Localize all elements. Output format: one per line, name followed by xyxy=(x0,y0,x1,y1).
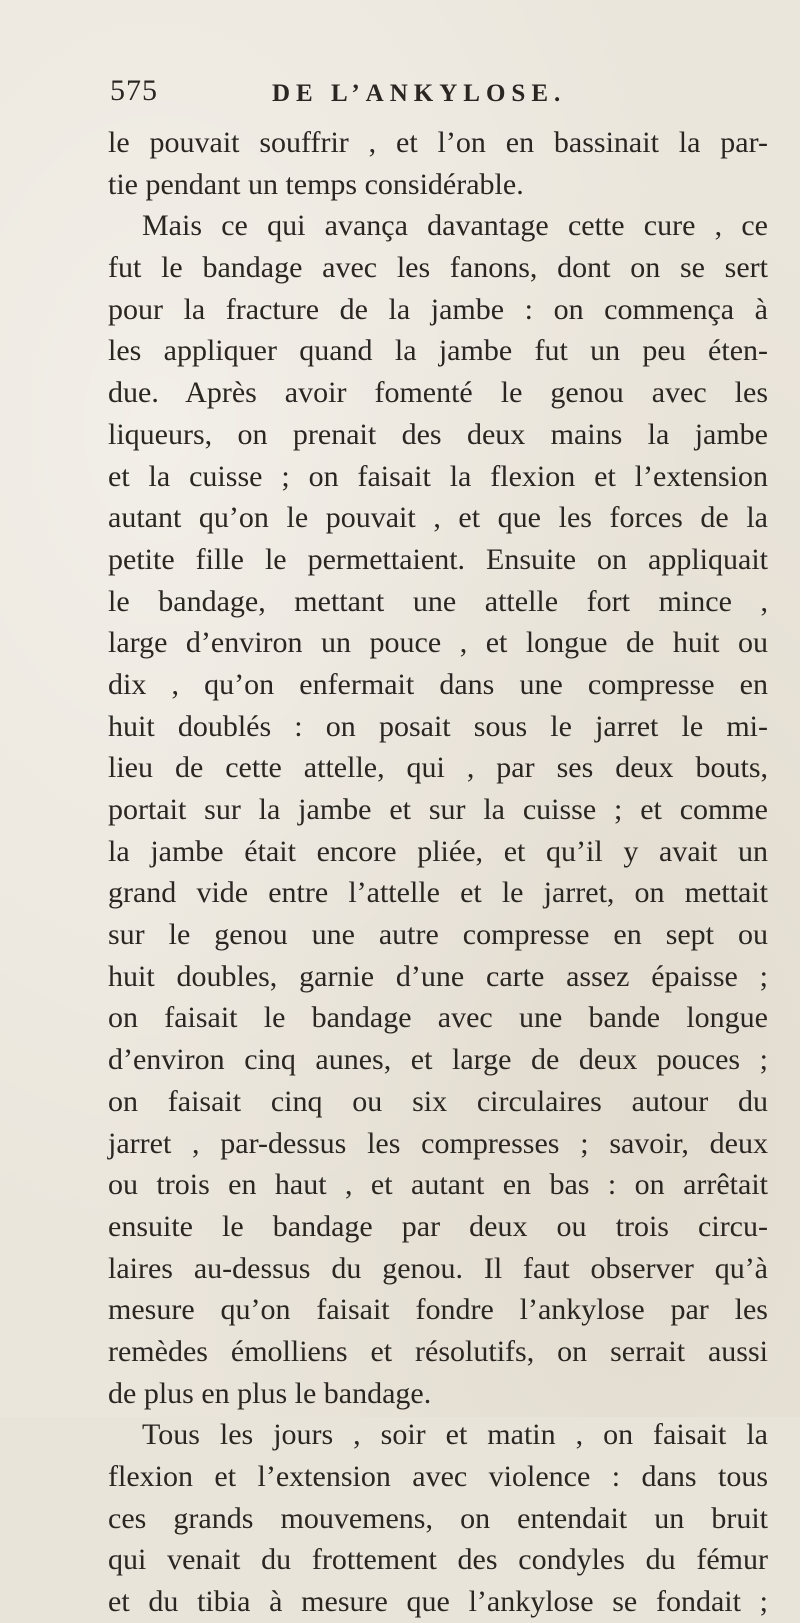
text-line: mesure qu’on faisait fondre l’ankylose par les xyxy=(108,1293,768,1327)
text-line: on faisait le bandage avec une bande longue xyxy=(108,1001,768,1035)
text-line: tie pendant un temps considérable. xyxy=(108,167,524,201)
text-line: portait sur la jambe et sur la cuisse ; et comme xyxy=(108,793,768,826)
text-line: la jambe était encore pliée, et qu’il y avait un xyxy=(108,834,768,868)
body-text xyxy=(108,122,768,1623)
running-head xyxy=(0,74,800,114)
text-line: laires au-dessus du genou. Il faut observer qu’à xyxy=(108,1251,768,1285)
text-line: due. Après avoir fomenté le genou avec les xyxy=(108,376,768,410)
running-title: DE L’ANKYLOSE. xyxy=(272,80,567,107)
text-line: le pouvait souffrir , et l’on en bassinait la par- xyxy=(108,126,768,159)
page-number: 575 xyxy=(110,74,158,107)
text-line: les appliquer quand la jambe fut un peu éten- xyxy=(108,334,768,368)
text-line: et la cuisse ; on faisait la flexion et l’extension xyxy=(108,459,768,493)
text-line: huit doublés : on posait sous le jarret le mi- xyxy=(108,709,768,743)
text-line: on faisait cinq ou six circulaires autour du xyxy=(108,1084,768,1118)
text-line: jarret , par-dessus les compresses ; savoir, deux xyxy=(108,1126,768,1160)
text-line: Tous les jours , soir et matin , on faisait la xyxy=(142,1418,768,1452)
text-line: autant qu’on le pouvait , et que les forces de la xyxy=(108,501,768,535)
text-line: liqueurs, on prenait des deux mains la jambe xyxy=(108,417,768,451)
text-line: petite fille le permettaient. Ensuite on appliquait xyxy=(108,542,768,576)
text-line: sur le genou une autre compresse en sept ou xyxy=(108,918,768,952)
text-line: ensuite le bandage par deux ou trois circu- xyxy=(108,1209,768,1243)
text-line: flexion et l’extension avec violence : dans tous xyxy=(108,1460,768,1493)
text-line: dix , qu’on enfermait dans une compresse en xyxy=(108,667,768,701)
text-line: le bandage, mettant une attelle fort mince , xyxy=(108,584,768,618)
text-line: huit doubles, garnie d’une carte assez épaisse ; xyxy=(108,959,768,993)
text-line: fut le bandage avec les fanons, dont on se sert xyxy=(108,251,768,285)
text-line: de plus en plus le bandage. xyxy=(108,1376,432,1410)
text-line: grand vide entre l’attelle et le jarret, on mettait xyxy=(108,876,768,910)
text-line: et du tibia à mesure que l’ankylose se fondait ; xyxy=(108,1585,768,1619)
text-line: large d’environ un pouce , et longue de huit ou xyxy=(108,626,768,660)
text-line: pour la fracture de la jambe : on commença à xyxy=(108,292,768,326)
text-line: remèdes émolliens et résolutifs, on serrait aussi xyxy=(108,1334,768,1368)
text-line: Mais ce qui avança davantage cette cure , ce xyxy=(142,209,768,243)
text-line: d’environ cinq aunes, et large de deux pouces ; xyxy=(108,1043,768,1077)
text-line: ces grands mouvemens, on entendait un bruit xyxy=(108,1501,768,1535)
text-line: ou trois en haut , et autant en bas : on arrêtait xyxy=(108,1168,768,1202)
text-line: lieu de cette attelle, qui , par ses deux bouts, xyxy=(108,751,768,785)
text-line: qui venait du frottement des condyles du fémur xyxy=(108,1543,768,1577)
